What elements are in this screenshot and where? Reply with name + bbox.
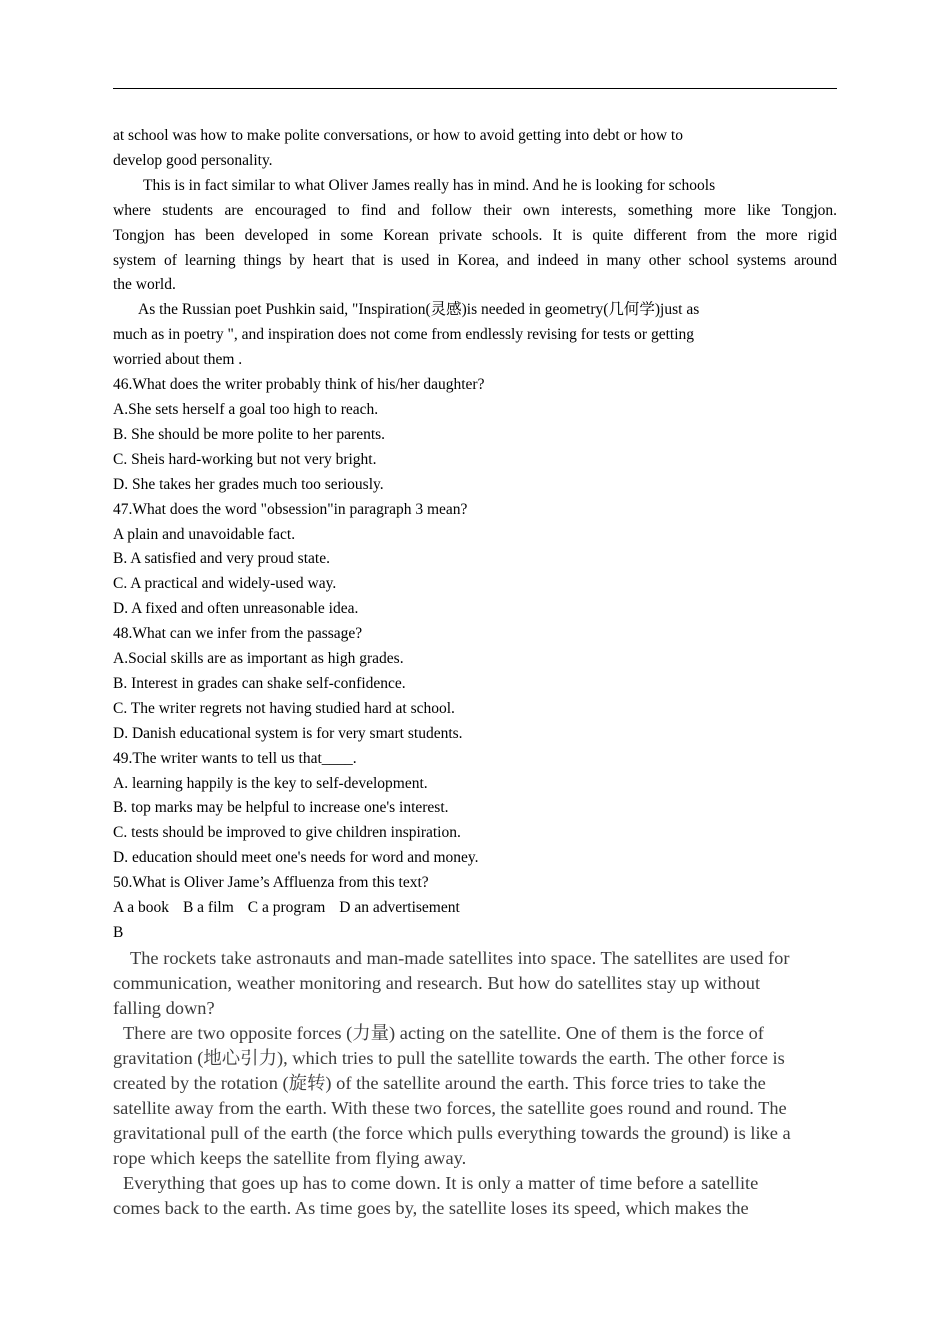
question-49 — [113, 747, 837, 872]
question-48 — [113, 622, 837, 747]
question-stem: 46.What does the writer probably think of his/her daughter? — [113, 376, 485, 394]
question-stem: 50.What is Oliver Jame’s Affluenza from this text? — [113, 874, 429, 892]
answer-option: B. She should be more polite to her parents. — [113, 425, 386, 443]
answer-option: C. tests should be improved to give children inspiration. — [113, 824, 461, 842]
answer-option: C a program — [247, 899, 326, 917]
passage-a — [113, 124, 837, 373]
passage-line: comes back to the earth. As time goes by, the satellite loses its speed, which makes the — [113, 1197, 749, 1218]
passage-line: rope which keeps the satellite from flying away. — [113, 1147, 467, 1168]
passage-line: where students are encouraged to find and follow their own interests, something more like Tongjon. — [113, 201, 837, 219]
passage-line: falling down? — [113, 997, 215, 1018]
answer-option: D. Danish educational system is for very smart students. — [113, 724, 463, 742]
question-46 — [113, 373, 837, 498]
document-body — [113, 124, 837, 1221]
answer-option: C. The writer regrets not having studied hard at school. — [113, 699, 455, 717]
passage-line: communication, weather monitoring and research. But how do satellites stay up without — [113, 972, 761, 993]
answer-option: A.Social skills are as important as high grades. — [113, 650, 404, 668]
paragraph-start-line: As the Russian poet Pushkin said, "Inspiration(灵感)is needed in geometry(几何学)just as — [138, 301, 700, 319]
paragraph-start-line: Everything that goes up has to come down. It is only a matter of time before a satellite — [123, 1172, 759, 1193]
passage-line: much as in poetry ", and inspiration does not come from endlessly revising for tests or getting — [113, 326, 695, 344]
answer-option: C. A practical and widely-used way. — [113, 575, 337, 593]
passage-line: the world. — [113, 276, 176, 294]
paragraph-start-line: There are two opposite forces (力量) acting on the satellite. One of them is the force of — [123, 1022, 764, 1043]
passage-line: at school was how to make polite conversations, or how to avoid getting into debt or how to — [113, 127, 683, 144]
passage-line: satellite away from the earth. With these two forces, the satellite goes round and round. The — [113, 1097, 787, 1118]
header-rule — [113, 88, 837, 89]
answer-option: D. education should meet one's needs for word and money. — [113, 849, 479, 867]
question-stem: 47.What does the word "obsession"in paragraph 3 mean? — [113, 500, 468, 518]
answer-option: C. Sheis hard-working but not very bright. — [113, 450, 377, 468]
answer-option: A plain and unavoidable fact. — [113, 525, 296, 543]
inline-options — [113, 896, 837, 921]
answer-option: B. A satisfied and very proud state. — [113, 550, 330, 568]
passage-line: gravitation (地心引力), which tries to pull the satellite towards the earth. The other force is — [113, 1047, 785, 1068]
question-stem: 48.What can we infer from the passage? — [113, 625, 363, 643]
answer-option: A a book — [113, 899, 169, 917]
answer-option: D. She takes her grades much too seriously. — [113, 475, 384, 493]
passage-line: gravitational pull of the earth (the force which pulls everything towards the ground) is like a — [113, 1122, 791, 1143]
answer-option: B a film — [182, 899, 234, 917]
passage-line: Tongjon has been developed in some Korean private schools. It is quite different from the more rigid — [113, 226, 837, 244]
answer-option: A.She sets herself a goal too high to reach. — [113, 400, 379, 418]
paragraph-start-line: The rockets take astronauts and man-made satellites into space. The satellites are used for — [130, 947, 790, 968]
passage-line: worried about them . — [113, 351, 243, 369]
passage-b — [113, 946, 837, 1221]
answer-option: D an advertisement — [339, 899, 460, 917]
paragraph-start-line: This is in fact similar to what Oliver James really has in mind. And he is looking for schools — [143, 176, 716, 194]
question-50 — [113, 871, 837, 921]
answer-option: D. A fixed and often unreasonable idea. — [113, 600, 359, 618]
question-47 — [113, 498, 837, 623]
passage-line: develop good personality. — [113, 151, 273, 169]
passage-line: system of learning things by heart that is used in Korea, and indeed in many other school systems around — [113, 251, 837, 269]
passage-line: created by the rotation (旋转) of the satellite around the earth. This force tries to take the — [113, 1072, 766, 1093]
answer-option: B. top marks may be helpful to increase one's interest. — [113, 799, 449, 817]
section-label: B — [113, 924, 124, 941]
answer-option: A. learning happily is the key to self-development. — [113, 774, 428, 792]
question-stem: 49.The writer wants to tell us that____. — [113, 749, 357, 767]
answer-option: B. Interest in grades can shake self-confidence. — [113, 674, 406, 692]
